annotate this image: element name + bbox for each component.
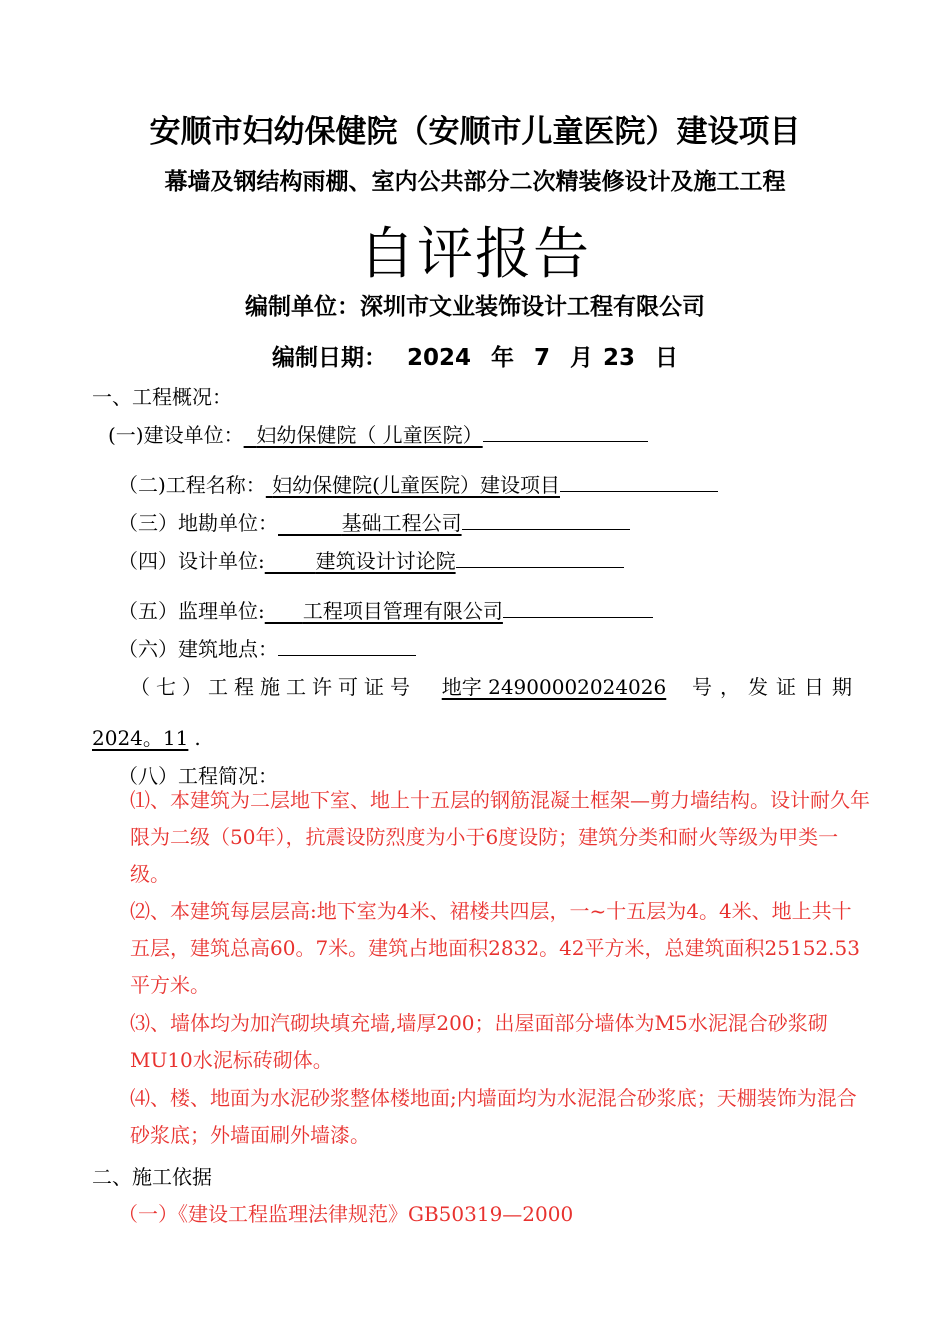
- info-value: 建筑设计讨论院: [315, 549, 456, 573]
- blank-line: [483, 419, 648, 442]
- info-label: （六）建筑地点：: [118, 637, 278, 661]
- info-label: (一)建设单位：: [108, 423, 244, 447]
- date-label: 编制日期：: [271, 345, 387, 371]
- date-month-unit: 月: [570, 345, 593, 371]
- date-day-unit: 日: [655, 345, 679, 371]
- brief-heading: （八）工程简况：: [118, 764, 278, 788]
- permit-number: 地字 24900002024026: [441, 675, 667, 699]
- brief-paragraph-1: ⑴、本建筑为二层地下室、地上十五层的钢筋混凝土框架—剪力墙结构。设计耐久年限为二级（50年），抗震设防烈度为小于6度设防；建筑分类和耐火等级为甲类一级。: [130, 788, 870, 886]
- info-value: 妇幼保健院(儿童医院）建设项目: [272, 473, 560, 497]
- info-row-builder: [108, 419, 648, 448]
- permit-row: [130, 671, 860, 700]
- blank-line: [278, 633, 416, 656]
- date-month: 7: [533, 345, 550, 371]
- brief-paragraph-3: ⑶、墙体均为加汽砌块填充墙,墙厚200；出屋面部分墙体为M5水泥混合砂浆砌MU10水泥标砖砌体。: [130, 1011, 828, 1072]
- title-line-1: 安顺市妇幼保健院（安顺市儿童医院）建设项目: [149, 114, 801, 150]
- info-row-design-unit: [118, 545, 624, 574]
- brief-paragraph-4: ⑷、楼、地面为水泥砂浆整体楼地面;内墙面均为水泥混合砂浆底；天棚装饰为混合砂浆底；外墙面刷外墙漆。: [130, 1086, 857, 1147]
- permit-date-row: [92, 722, 201, 751]
- compiling-unit: 编制单位：深圳市文业装饰设计工程有限公司: [245, 294, 705, 320]
- date-day: 23: [603, 345, 636, 371]
- section-2-heading: 二、施工依据: [92, 1165, 212, 1189]
- blank-line: [560, 469, 718, 492]
- info-label: （二)工程名称：: [118, 473, 266, 497]
- permit-label: （七）工程施工许可证号: [130, 675, 416, 699]
- info-row-project-name: [118, 469, 718, 498]
- basis-item-1: （一）《建设工程监理法律规范》GB50319—2000: [118, 1202, 574, 1226]
- info-label: （四）设计单位:: [118, 549, 265, 573]
- info-label: （五）监理单位:: [118, 599, 265, 623]
- compiling-date: [0, 339, 950, 372]
- report-title: 自评报告: [359, 222, 591, 287]
- date-year: 2024: [406, 345, 471, 371]
- permit-end: .: [194, 726, 201, 750]
- section-1-heading: 一、工程概况：: [92, 385, 232, 409]
- info-row-supervision-unit: [118, 595, 653, 624]
- brief-paragraph-2: ⑵、本建筑每层层高:地下室为4米、裙楼共四层，一~十五层为4。4米、地上共十五层，建筑总高60。7米。建筑占地面积2832。42平方米，总建筑面积25152.53平方米。: [130, 899, 860, 997]
- info-value: 基础工程公司: [341, 511, 462, 535]
- title-line-2: 幕墙及钢结构雨棚、室内公共部分二次精装修设计及施工工程: [164, 169, 786, 195]
- info-value: 工程项目管理有限公司: [302, 599, 503, 623]
- info-row-location: [118, 633, 416, 662]
- permit-date: 2024。11: [92, 726, 189, 750]
- date-year-unit: 年: [490, 345, 514, 371]
- info-value: 妇幼保健院（ 儿童医院）: [256, 423, 483, 447]
- info-row-survey-unit: [118, 507, 630, 536]
- blank-line: [462, 507, 630, 530]
- blank-line: [503, 595, 653, 618]
- permit-suffix: 号，发证日期: [691, 675, 860, 699]
- blank-line: [456, 545, 624, 568]
- info-label: （三）地勘单位：: [118, 511, 278, 535]
